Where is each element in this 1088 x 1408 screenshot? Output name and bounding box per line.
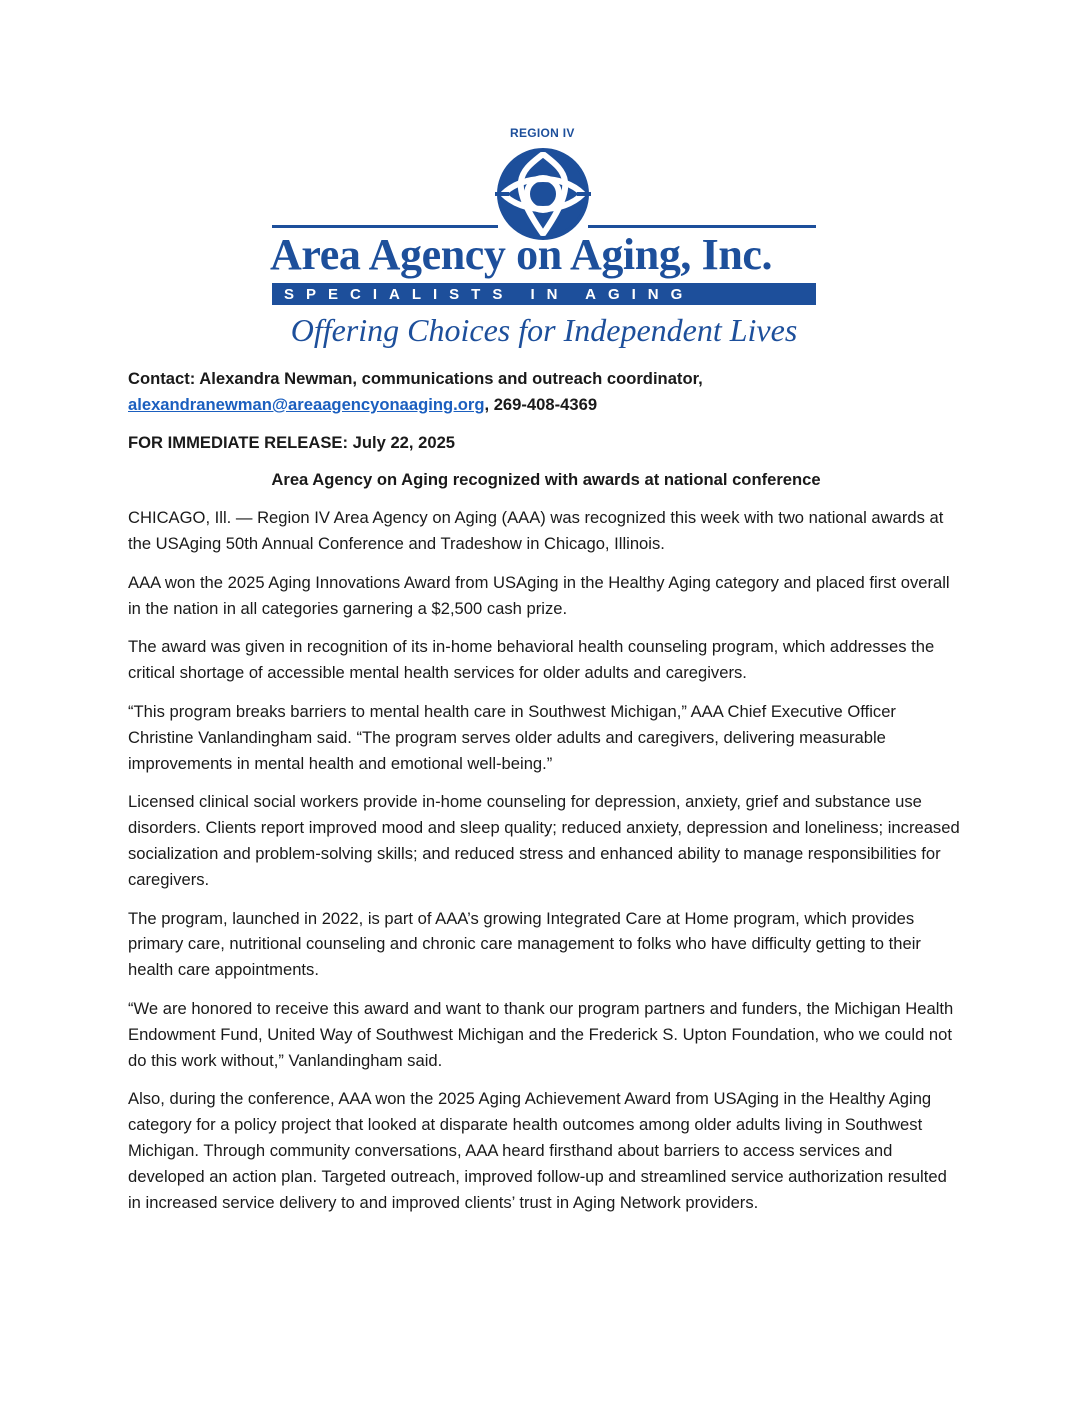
logo-tagline: Offering Choices for Independent Lives bbox=[290, 312, 798, 348]
body-paragraph: Also, during the conference, AAA won the 2025 Aging Achievement Award from USAging in the Healthy Aging category for a policy project that looked at disparate health outcomes among older adults living in Southwest Michigan. Through community conversations, AAA heard firsthand about barriers to access services and developed an action plan. Targeted outreach, improved follow-up and streamlined service authorization resulted in increased service delivery to and improved clients’ trust in Aging Network providers. bbox=[128, 1089, 947, 1212]
logo-emblem-icon bbox=[491, 140, 595, 244]
logo-specialists-bar bbox=[272, 283, 816, 305]
headline: Area Agency on Aging recognized with awards at national conference bbox=[271, 470, 821, 490]
body-paragraph: The award was given in recognition of its in-home behavioral health counseling program, which addresses the critical shortage of accessible mental health services for older adults and caregivers. bbox=[128, 637, 935, 683]
body-paragraph: Licensed clinical social workers provide in-home counseling for depression, anxiety, grief and substance use disorders. Clients report improved mood and sleep quality; reduced anxiety, depression and loneliness; increased socialization and problem-solving skills; and reduced stress and enhanced ability to manage responsibilities for caregivers. bbox=[128, 792, 960, 889]
body-paragraph: “We are honored to receive this award and want to thank our program partners and funders, the Michigan Health Endowment Fund, United Way of Southwest Michigan and the Frederick S. Upton Foundation, who we could not do this work without,” Vanlandingham said. bbox=[128, 998, 954, 1070]
logo-agency-name: Area Agency on Aging, Inc. bbox=[270, 230, 773, 279]
contact-line: Contact: Alexandra Newman, communications and outreach coordinator, bbox=[128, 369, 703, 388]
body-paragraph: “This program breaks barriers to mental health care in Southwest Michigan,” AAA Chief Executive Officer Christine Vanlandingham said. “The program serves older adults and caregivers, delivering measurable improvements in mental health and emotional well-being.” bbox=[128, 701, 896, 773]
body-paragraph: CHICAGO, Ill. — Region IV Area Agency on Aging (AAA) was recognized this week with two national awards at the USAging 50th Annual Conference and Tradeshow in Chicago, Illinois. bbox=[128, 508, 944, 553]
contact-email-link[interactable]: alexandranewman@areaagencyonaaging.org bbox=[128, 394, 485, 414]
agency-logo bbox=[270, 120, 818, 360]
body-paragraph: AAA won the 2025 Aging Innovations Award from USAging in the Healthy Aging category and placed first overall in the nation in all categories garnering a $2,500 cash prize. bbox=[128, 572, 950, 618]
release-date: FOR IMMEDIATE RELEASE: July 22, 2025 bbox=[128, 432, 456, 452]
body-paragraph: The program, launched in 2022, is part of AAA’s growing Integrated Care at Home program, which provides primary care, nutritional counseling and chronic care management to folks who have difficulty getting to their health care appointments. bbox=[128, 908, 921, 980]
contact-block bbox=[128, 366, 964, 418]
logo-region-label: REGION IV bbox=[510, 126, 575, 140]
contact-phone: , 269-408-4369 bbox=[484, 394, 598, 414]
logo-bar-text: SPECIALISTS IN AGING bbox=[284, 285, 695, 303]
document-body bbox=[128, 366, 964, 1228]
